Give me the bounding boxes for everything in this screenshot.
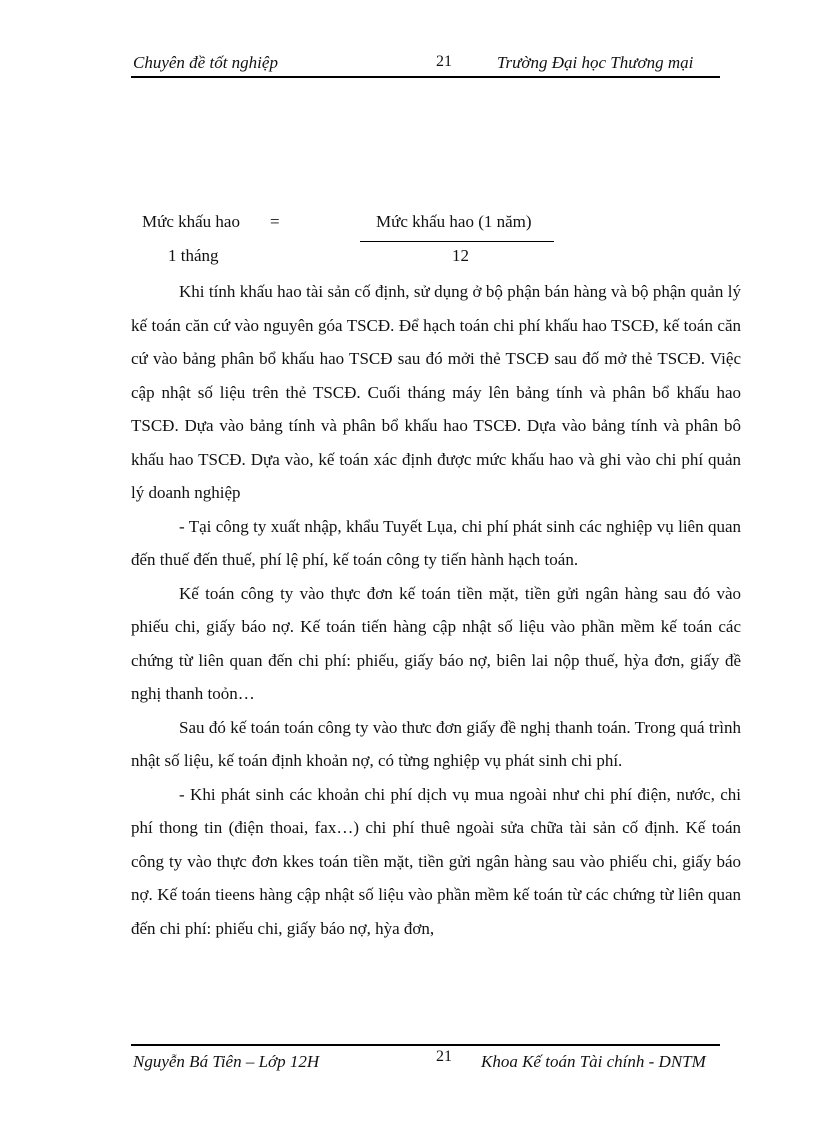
footer-author: Nguyễn Bá Tiên – Lớp 12H <box>133 1052 320 1071</box>
fraction-bar <box>360 241 554 242</box>
paragraph-cash-menu: Kế toán công ty vào thực đơn kế toán tiền mặt, tiền gửi ngân hàng sau đó vào phiếu chi, giấy báo nợ. Kế toán tiến hàng cập nhật số liệu vào phần mềm kế toán các chứng từ liên quan đến chi phí: phiếu, giấy báo nợ, biên lai nộp thuế, hỳa đơn, giấy đề nghị thanh toỏn… <box>131 583 741 703</box>
paragraph-payment-request: Sau đó kế toán toán công ty vào thưc đơn giấy đề nghị thanh toán. Trong quá trình nhật số liệu, kế toán định khoản nợ, có từng nghiệp vụ phát sinh chi phí. <box>131 717 741 770</box>
header-page-number: 21 <box>436 53 452 70</box>
paragraph-depreciation: Khi tính khấu hao tài sản cố định, sử dụng ở bộ phận bán hàng và bộ phận quản lý kế toán căn cứ vào nguyên góa TSCĐ. Để hạch toán chi phí khấu hao TSCĐ, kế toán căn cứ vào bảng phân bổ khấu hao TSCĐ sau đó mởi thẻ TSCĐ sau đố mở thẻ TSCĐ. Việc cập nhật số liệu trên thẻ TSCĐ. Cuối tháng máy lên bảng tính và phân bổ khấu hao TSCĐ. Dựa vào bảng tính và phân bổ khấu hao TSCĐ. Dựa vào bảng tính và phân bô khấu hao TSCĐ. Dựa vào, kế toán xác định được mức khấu hao và ghi vào chi phí quản lý doanh nghiệp <box>131 282 741 502</box>
header-thesis-title: Chuyên đề tốt nghiệp <box>133 53 278 72</box>
header-university-name: Trường Đại học Thương mại <box>497 53 694 72</box>
depreciation-formula <box>140 208 570 270</box>
formula-equals-sign: = <box>270 212 280 231</box>
page-header <box>131 50 720 78</box>
page-footer <box>131 1044 720 1072</box>
formula-lhs-line2: 1 tháng <box>168 246 219 265</box>
formula-lhs-line1: Mức khấu hao <box>142 212 240 231</box>
footer-page-number: 21 <box>436 1048 452 1065</box>
footer-faculty: Khoa Kế toán Tài chính - DNTM <box>481 1052 706 1071</box>
formula-numerator: Mức khấu hao (1 năm) <box>376 212 532 231</box>
formula-denominator: 12 <box>452 246 469 265</box>
paragraph-outsourced-services: - Khi phát sinh các khoản chi phí dịch vụ mua ngoài như chi phí điện, nước, chi phí thong tin (điện thoai, fax…) chi phí thuê ngoài sửa chữa tài sản cố định. Kế toán công ty vào thực đơn kkes toán tiền mặt, tiền gửi ngân hàng sau vào phiếu chi, giấy báo nợ. Kế toán tieens hàng cập nhật số liệu vào phần mềm kế toán từ các chứng từ liên quan đến chi phí: phiếu chi, giấy báo nợ, hỳa đơn, <box>131 784 741 938</box>
document-body <box>131 275 741 945</box>
paragraph-taxes-fees: - Tại công ty xuất nhập, khẩu Tuyết Lụa, chi phí phát sinh các nghiệp vụ liên quan đến thuế đến thuế, phí lệ phí, kế toán công ty tiến hành hạch toán. <box>131 516 741 569</box>
